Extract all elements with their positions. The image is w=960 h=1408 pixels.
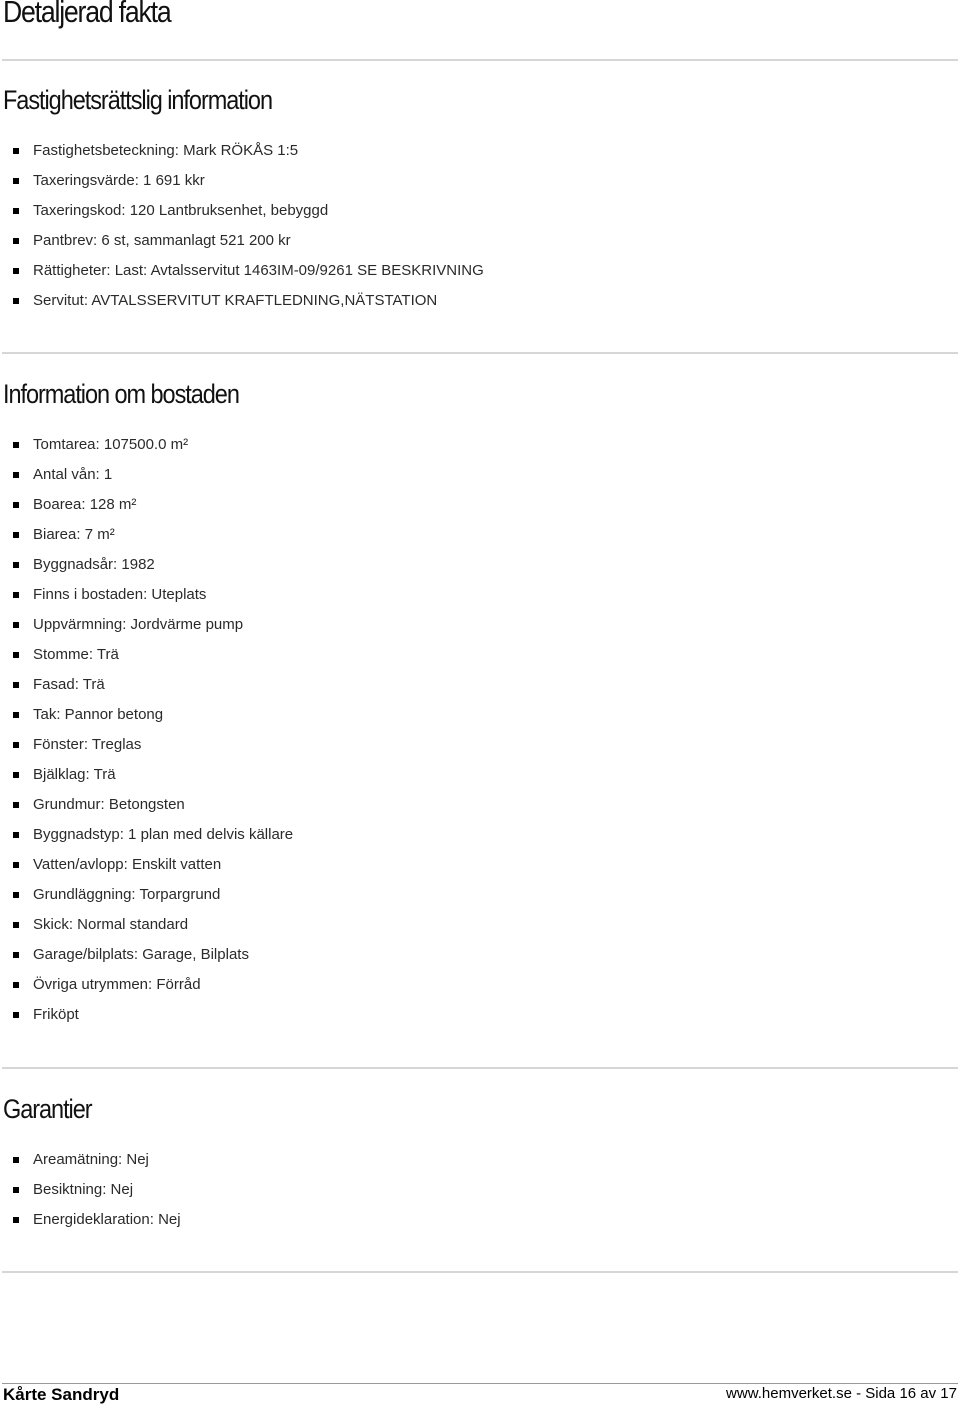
bullet-icon xyxy=(13,652,19,658)
bullet-icon xyxy=(13,802,19,808)
bullet-icon xyxy=(13,982,19,988)
list-item: Stomme: Trä xyxy=(0,646,293,676)
list-item: Byggnadstyp: 1 plan med delvis källare xyxy=(0,826,293,856)
bullet-icon xyxy=(13,1187,19,1193)
fact-list-garantier xyxy=(0,1151,181,1241)
list-item: Vatten/avlopp: Enskilt vatten xyxy=(0,856,293,886)
fact-list-bostaden xyxy=(0,436,293,1036)
footer-divider xyxy=(2,1383,958,1384)
page-title: Detaljerad fakta xyxy=(3,0,171,29)
bullet-icon xyxy=(13,268,19,274)
bullet-icon xyxy=(13,862,19,868)
list-item: Servitut: AVTALSSERVITUT KRAFTLEDNING,NÄTSTATION xyxy=(0,292,484,322)
section-title-bostaden: Information om bostaden xyxy=(3,379,239,409)
list-item: Friköpt xyxy=(0,1006,293,1036)
list-item: Energideklaration: Nej xyxy=(0,1211,181,1241)
list-item: Besiktning: Nej xyxy=(0,1181,181,1211)
list-item: Rättigheter: Last: Avtalsservitut 1463IM-09/9261 SE BESKRIVNING xyxy=(0,262,484,292)
list-item: Boarea: 128 m² xyxy=(0,496,293,526)
bullet-icon xyxy=(13,592,19,598)
divider xyxy=(2,1271,958,1273)
bullet-icon xyxy=(13,148,19,154)
divider xyxy=(2,352,958,354)
list-item: Grundläggning: Torpargrund xyxy=(0,886,293,916)
divider xyxy=(2,1067,958,1069)
list-item: Garage/bilplats: Garage, Bilplats xyxy=(0,946,293,976)
bullet-icon xyxy=(13,1157,19,1163)
bullet-icon xyxy=(13,892,19,898)
list-item: Fönster: Treglas xyxy=(0,736,293,766)
list-item: Biarea: 7 m² xyxy=(0,526,293,556)
bullet-icon xyxy=(13,712,19,718)
bullet-icon xyxy=(13,472,19,478)
list-item: Tomtarea: 107500.0 m² xyxy=(0,436,293,466)
list-item: Tak: Pannor betong xyxy=(0,706,293,736)
bullet-icon xyxy=(13,532,19,538)
bullet-icon xyxy=(13,442,19,448)
list-item: Bjälklag: Trä xyxy=(0,766,293,796)
section-title-fastighet: Fastighetsrättslig information xyxy=(3,85,272,115)
bullet-icon xyxy=(13,922,19,928)
bullet-icon xyxy=(13,1012,19,1018)
list-item: Övriga utrymmen: Förråd xyxy=(0,976,293,1006)
divider xyxy=(2,59,958,61)
list-item: Grundmur: Betongsten xyxy=(0,796,293,826)
list-item: Fastighetsbeteckning: Mark RÖKÅS 1:5 xyxy=(0,142,484,172)
list-item: Byggnadsår: 1982 xyxy=(0,556,293,586)
list-item: Taxeringsvärde: 1 691 kkr xyxy=(0,172,484,202)
bullet-icon xyxy=(13,238,19,244)
list-item: Areamätning: Nej xyxy=(0,1151,181,1181)
fact-list-fastighet xyxy=(0,142,484,322)
bullet-icon xyxy=(13,772,19,778)
bullet-icon xyxy=(13,178,19,184)
list-item: Skick: Normal standard xyxy=(0,916,293,946)
bullet-icon xyxy=(13,622,19,628)
bullet-icon xyxy=(13,832,19,838)
bullet-icon xyxy=(13,1217,19,1223)
bullet-icon xyxy=(13,298,19,304)
bullet-icon xyxy=(13,208,19,214)
bullet-icon xyxy=(13,952,19,958)
list-item: Pantbrev: 6 st, sammanlagt 521 200 kr xyxy=(0,232,484,262)
list-item: Antal vån: 1 xyxy=(0,466,293,496)
list-item: Uppvärmning: Jordvärme pump xyxy=(0,616,293,646)
bullet-icon xyxy=(13,502,19,508)
list-item: Taxeringskod: 120 Lantbruksenhet, bebyggd xyxy=(0,202,484,232)
footer-agent-name: Kårte Sandryd xyxy=(3,1385,120,1404)
footer-page-info: www.hemverket.se - Sida 16 av 17 xyxy=(726,1385,957,1402)
section-title-garantier: Garantier xyxy=(3,1094,92,1124)
bullet-icon xyxy=(13,682,19,688)
list-item: Fasad: Trä xyxy=(0,676,293,706)
bullet-icon xyxy=(13,562,19,568)
list-item: Finns i bostaden: Uteplats xyxy=(0,586,293,616)
bullet-icon xyxy=(13,742,19,748)
